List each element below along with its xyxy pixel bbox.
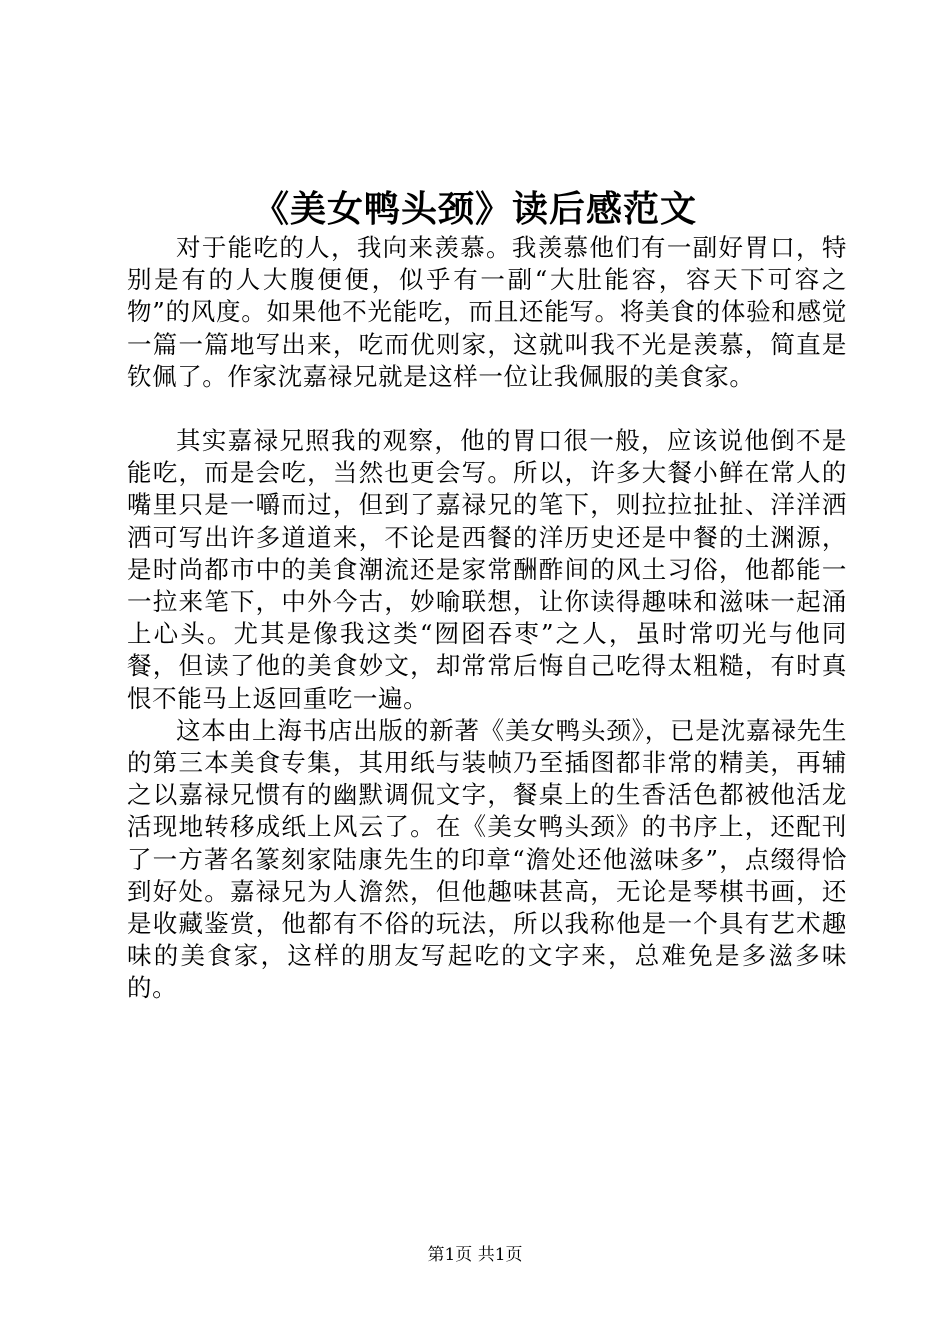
document-body	[127, 232, 847, 1005]
page-number-footer: 第1页 共1页	[427, 1245, 523, 1265]
paragraph-2: 其实嘉禄兄照我的观察，他的胃口很一般，应该说他倒不是能吃，而是会吃，当然也更会写。所以，许多大餐小鲜在常人的嘴里只是一嚼而过，但到了嘉禄兄的笔下，则拉拉扯扯、洋洋洒洒可写出许多道道来，不论是西餐的洋历史还是中餐的土渊源，是时尚都市中的美食潮流还是家常酬酢间的风土习俗，他都能一一拉来笔下，中外今古，妙喻联想，让你读得趣味和滋味一起涌上心头。尤其是像我这类“囫囵吞枣”之人，虽时常叨光与他同餐，但读了他的美食妙文，却常常后悔自己吃得太粗糙，有时真恨不能马上返回重吃一遍。	[127, 426, 847, 713]
document-title: 《美女鸭头颈》读后感范文	[252, 188, 697, 230]
paragraph-3: 这本由上海书店出版的新著《美女鸭头颈》，已是沈嘉禄先生的第三本美食专集，其用纸与装帧乃至插图都非常的精美，再辅之以嘉禄兄惯有的幽默调侃文字，餐桌上的生香活色都被他活龙活现地转移成纸上风云了。在《美女鸭头颈》的书序上，还配刊了一方著名篆刻家陆康先生的印章“澹处还他滋味多”，点缀得恰到好处。嘉禄兄为人澹然，但他趣味甚高，无论是琴棋书画，还是收藏鉴赏，他都有不俗的玩法，所以我称他是一个具有艺术趣味的美食家，这样的朋友写起吃的文字来，总难免是多滋多味的。	[127, 715, 847, 1003]
paragraph-1: 对于能吃的人，我向来羡慕。我羡慕他们有一副好胃口，特别是有的人大腹便便，似乎有一副“大肚能容，容天下可容之物”的风度。如果他不光能吃，而且还能写。将美食的体验和感觉一篇一篇地写出来，吃而优则家，这就叫我不光是羡慕，简直是钦佩了。作家沈嘉禄兄就是这样一位让我佩服的美食家。	[127, 233, 847, 391]
